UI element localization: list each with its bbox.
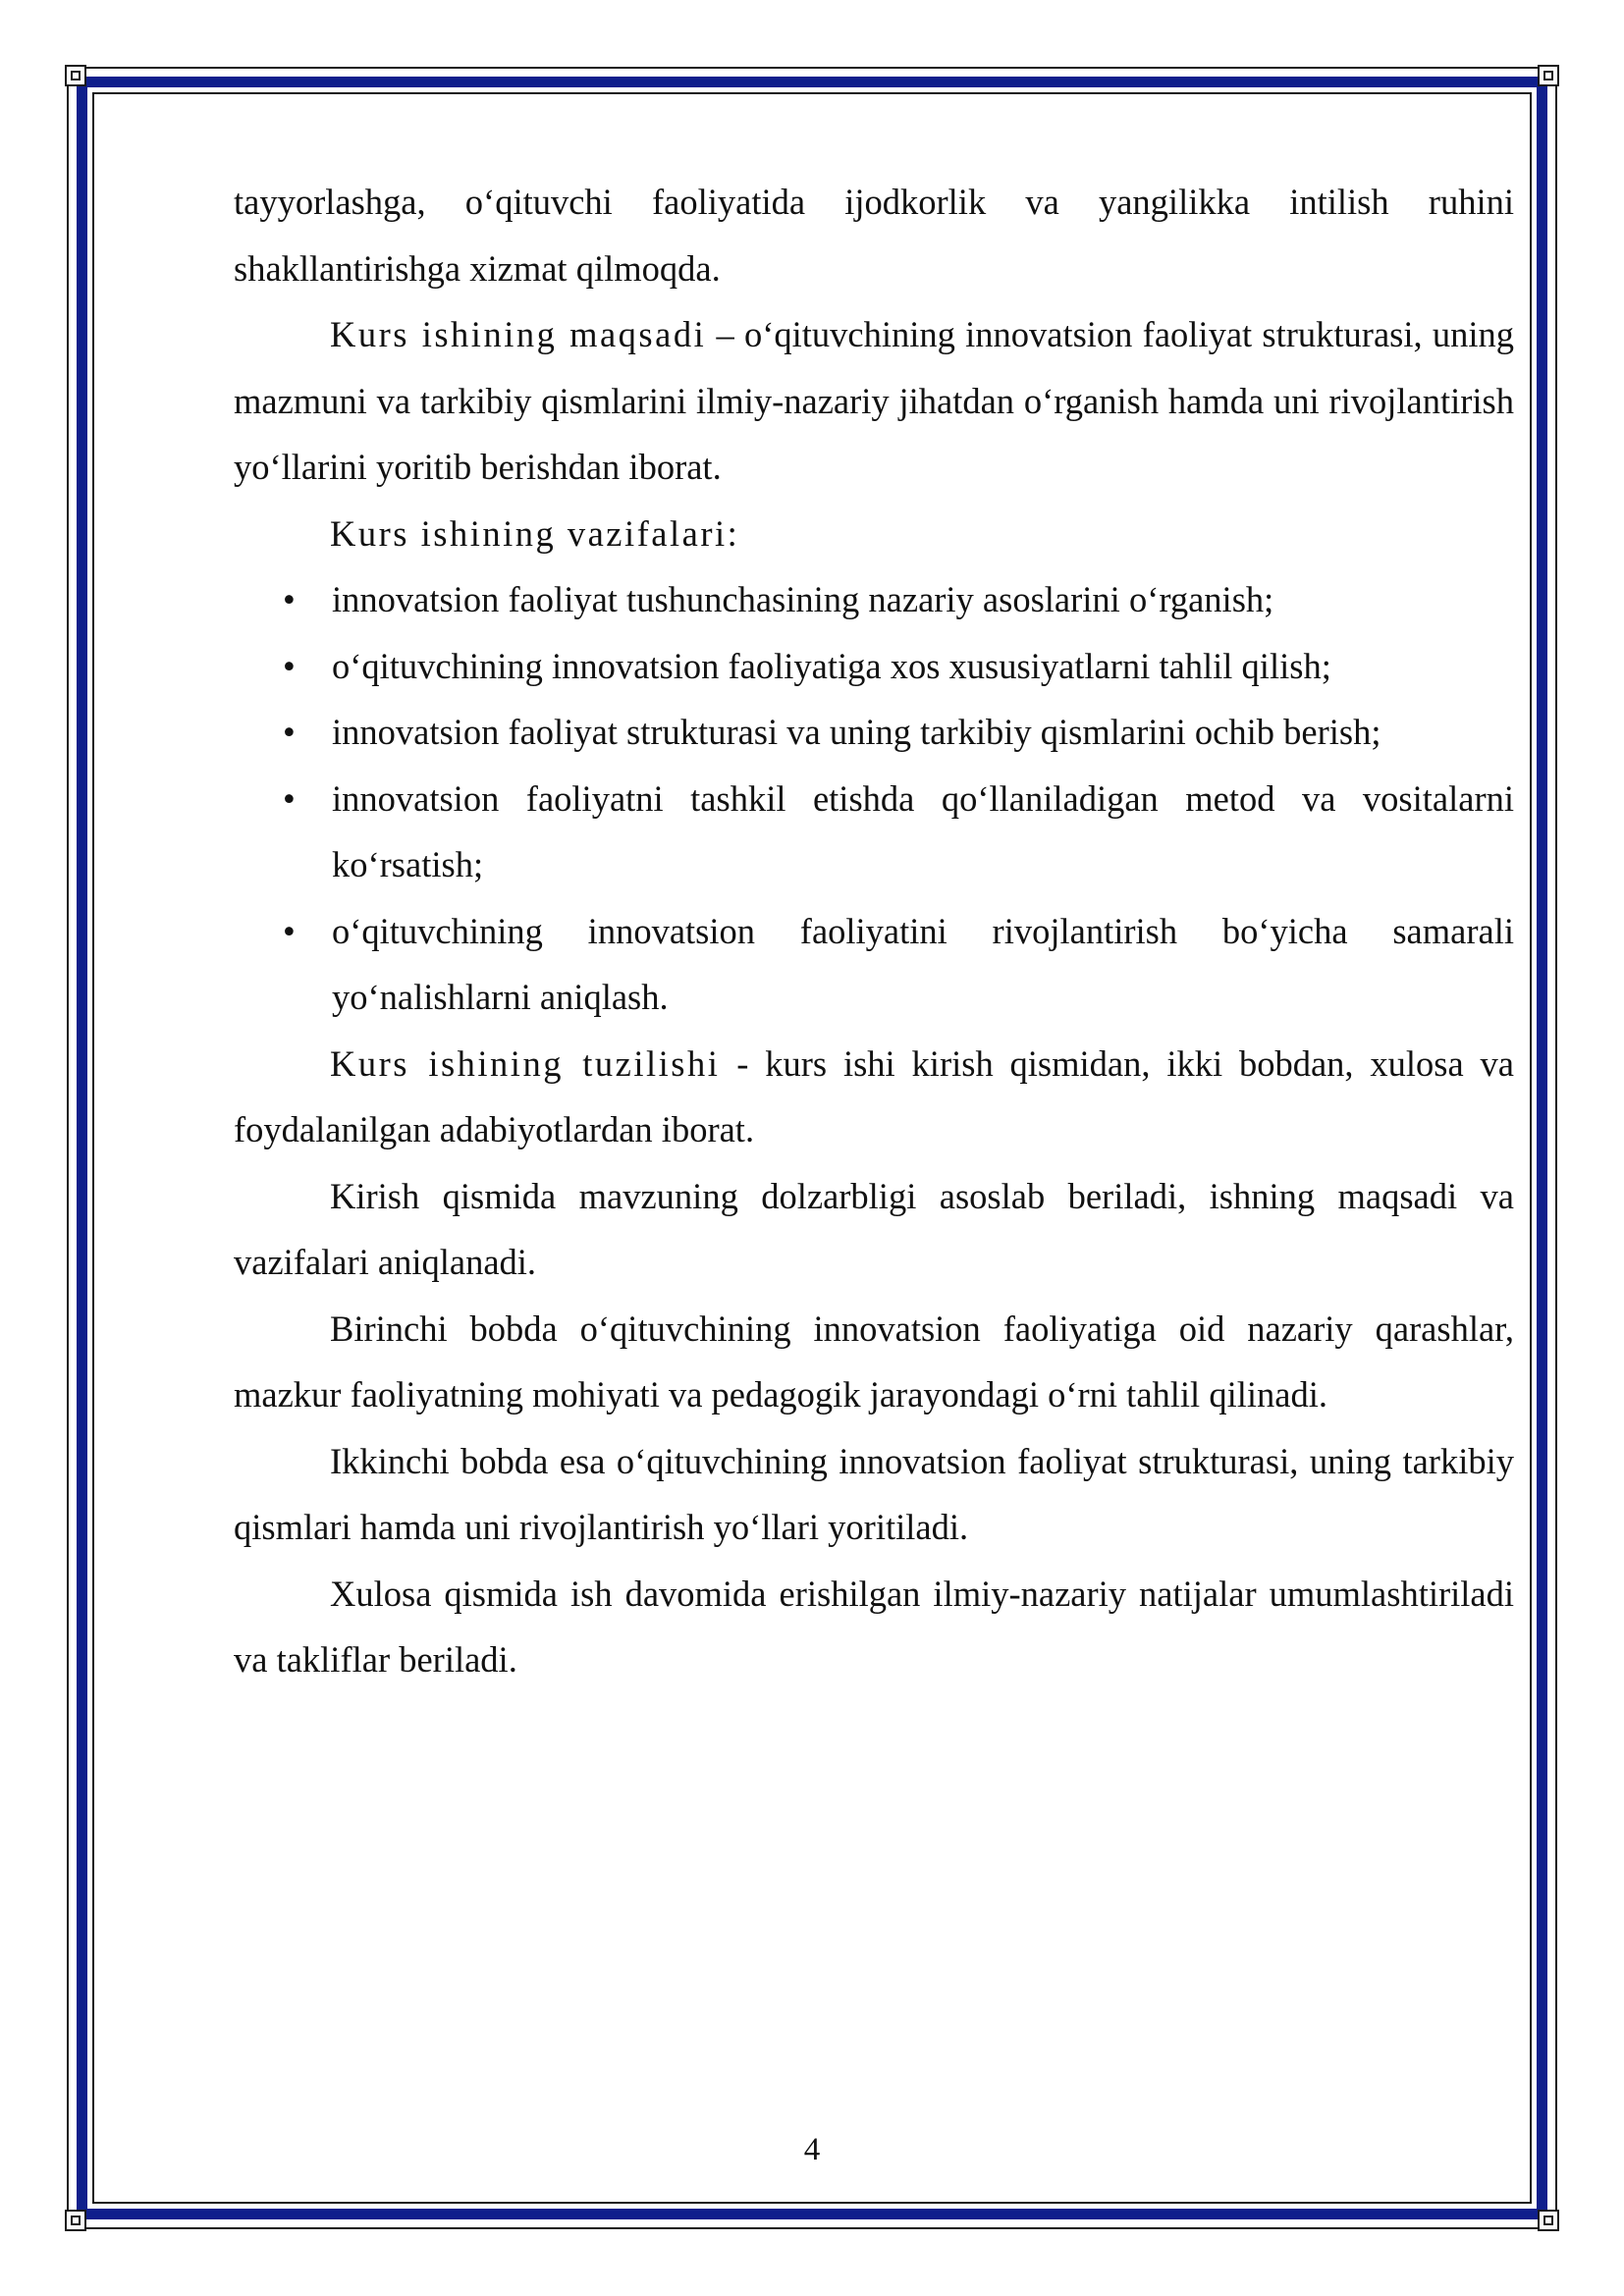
border-corner-ornament — [65, 65, 86, 86]
goal-paragraph — [234, 301, 1514, 501]
bullet-icon: • — [283, 645, 296, 686]
border-corner-ornament — [1538, 65, 1559, 86]
conclusion-paragraph: Xulosa qismida ish davomida erishilgan ilmiy-nazariy natijalar umumlashtiriladi va takliflar beriladi. — [234, 1573, 1514, 1680]
border-corner-ornament — [1538, 2210, 1559, 2231]
list-item: • innovatsion faoliyatni tashkil etishda qo‘llaniladigan metod va vositalarni ko‘rsatish; — [234, 766, 1514, 898]
bullet-icon: • — [283, 910, 296, 951]
border-corner-ornament — [65, 2210, 86, 2231]
list-item: • innovatsion faoliyat strukturasi va uning tarkibiy qismlarini ochib berish; — [234, 699, 1514, 766]
document-body — [234, 169, 1514, 1693]
list-item: • innovatsion faoliyat tushunchasining nazariy asoslarini o‘rganish; — [234, 566, 1514, 633]
intro-continuation-paragraph: tayyorlashga, o‘qituvchi faoliyatida ijodkorlik va yangilikka intilish ruhini shakllantirishga xizmat qilmoqda. — [234, 182, 1514, 289]
list-item: • o‘qituvchining innovatsion faoliyatiga xos xususiyatlarni tahlil qilish; — [234, 633, 1514, 700]
intro-section-paragraph: Kirish qismida mavzuning dolzarbligi asoslab beriladi, ishning maqsadi va vazifalari aniqlanadi. — [234, 1175, 1514, 1282]
bullet-icon: • — [283, 712, 296, 752]
goal-text: – o‘qituvchining innovatsion faoliyat strukturasi, uning mazmuni va tarkibiy qismlarini ilmiy-nazariy jihatdan o‘rganish hamda uni rivojlantirish yo‘llarini yoritib berishdan iborat. — [234, 314, 1514, 487]
tasks-list — [234, 566, 1514, 1031]
structure-term: Kurs ishining tuzilishi — [330, 1042, 721, 1084]
list-item: • o‘qituvchining innovatsion faoliyatini rivojlantirish bo‘yicha samarali yo‘nalishlarni aniqlash. — [234, 898, 1514, 1031]
tasks-heading: Kurs ishining vazifalari: — [330, 512, 740, 554]
page-number: 4 — [803, 2132, 821, 2167]
bullet-icon: • — [283, 579, 296, 619]
goal-term: Kurs ishining maqsadi — [330, 314, 707, 354]
structure-text: - kurs ishi kirish qismidan, ikki bobdan, xulosa va foydalanilgan adabiyotlardan iborat. — [234, 1042, 1514, 1149]
bullet-icon: • — [283, 777, 296, 819]
chapter-two-paragraph: Ikkinchi bobda esa o‘qituvchining innovatsion faoliyat strukturasi, uning tarkibiy qismlari hamda uni rivojlantirish yo‘llari yoritiladi. — [234, 1440, 1514, 1547]
chapter-one-paragraph: Birinchi bobda o‘qituvchining innovatsion faoliyatiga oid nazariy qarashlar, mazkur faoliyatning mohiyati va pedagogik jarayondagi o‘rni tahlil qilinadi. — [234, 1308, 1514, 1415]
structure-paragraph — [234, 1031, 1514, 1163]
